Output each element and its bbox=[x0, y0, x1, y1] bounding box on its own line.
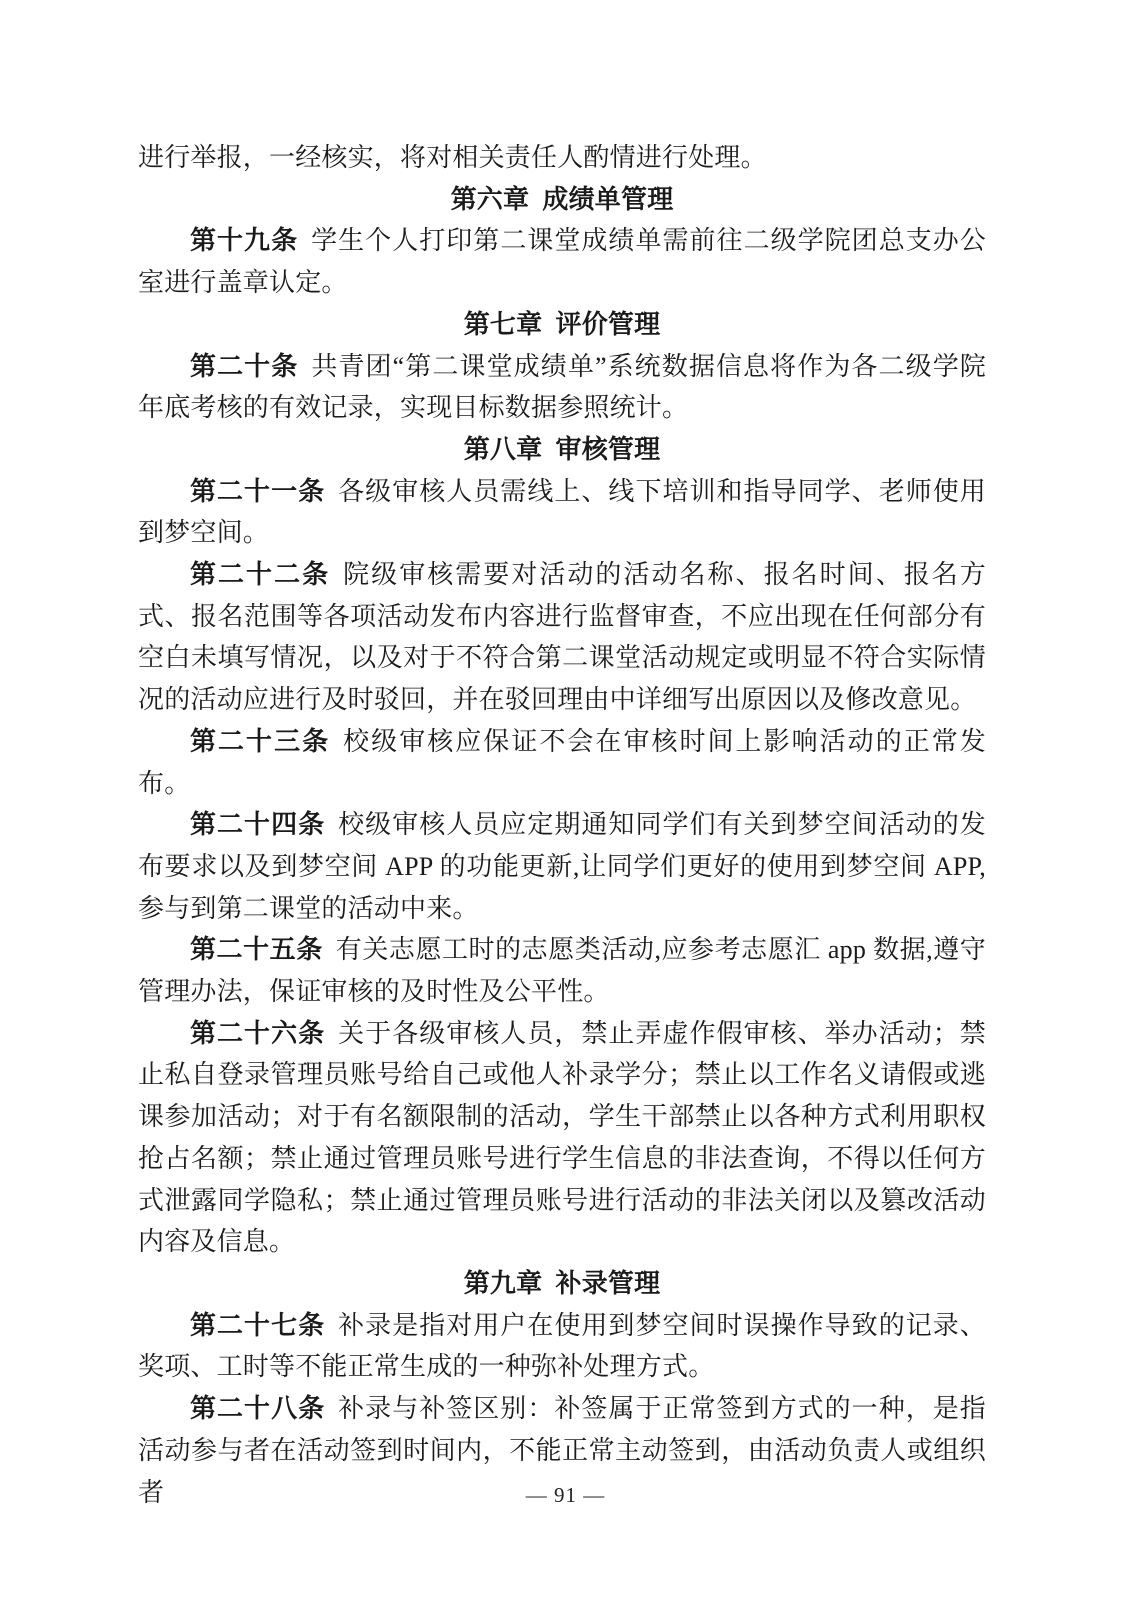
article-text: 补录是指对用户在使用到梦空间时误操作导致的记录、奖项、工时等不能正常生成的一种弥补处理方式。 bbox=[138, 1310, 986, 1382]
article-20 bbox=[138, 346, 986, 429]
article-text: 学生个人打印第二课堂成绩单需前往二级学院团总支办公室进行盖章认定。 bbox=[138, 226, 986, 298]
article-27 bbox=[138, 1305, 986, 1388]
article-text: 补录与补签区别：补签属于正常签到方式的一种，是指活动参与者在活动签到时间内，不能正常主动签到，由活动负责人或组织者 bbox=[138, 1394, 986, 1507]
article-19 bbox=[138, 220, 986, 303]
article-text: 各级审核人员需线上、线下培训和指导同学、老师使用到梦空间。 bbox=[138, 476, 986, 548]
chapter-heading-7: 第七章 评价管理 bbox=[463, 309, 661, 339]
article-26 bbox=[138, 1013, 986, 1263]
chapter-heading-9: 第九章 补录管理 bbox=[463, 1268, 661, 1298]
article-21 bbox=[138, 471, 986, 554]
paragraph-continuation: 进行举报，一经核实，将对相关责任人酌情进行处理。 bbox=[138, 143, 767, 172]
article-24 bbox=[138, 804, 986, 929]
page-number: — 91 — bbox=[525, 1483, 606, 1507]
article-number-label: 第二十七条 bbox=[190, 1310, 326, 1340]
article-text: 关于各级审核人员，禁止弄虚作假审核、举办活动；禁止私自登录管理员账号给自己或他人补录学分；禁止以工作名义请假或逃课参加活动；对于有名额限制的活动，学生干部禁止以各种方式利用职权抢占名额；禁止通过管理员账号进行学生信息的非法查询，不得以任何方式泄露同学隐私；禁止通过管理员账号进行活动的非法关闭以及篡改活动内容及信息。 bbox=[138, 1018, 986, 1257]
chapter-heading-6: 第六章 成绩单管理 bbox=[450, 184, 674, 214]
article-number-label: 第二十一条 bbox=[190, 476, 326, 506]
document-body bbox=[138, 137, 986, 1513]
article-23 bbox=[138, 721, 986, 804]
article-text: 校级审核人员应定期通知同学们有关到梦空间活动的发布要求以及到梦空间 APP 的功能更新,让同学们更好的使用到梦空间 APP,参与到第二课堂的活动中来。 bbox=[138, 810, 986, 923]
chapter-heading-8: 第八章 审核管理 bbox=[463, 434, 661, 464]
article-number-label: 第二十三条 bbox=[190, 726, 331, 756]
article-number-label: 第二十条 bbox=[190, 351, 299, 381]
article-number-label: 第二十四条 bbox=[190, 810, 326, 840]
article-25 bbox=[138, 929, 986, 1012]
article-number-label: 第十九条 bbox=[190, 226, 299, 256]
article-text: 有关志愿工时的志愿类活动,应参考志愿汇 app 数据,遵守管理办法，保证审核的及时性及公平性。 bbox=[138, 935, 986, 1007]
article-22 bbox=[138, 554, 986, 721]
article-number-label: 第二十五条 bbox=[190, 935, 323, 965]
article-text: 院级审核需要对活动的活动名称、报名时间、报名方式、报名范围等各项活动发布内容进行监督审查，不应出现在任何部分有空白未填写情况，以及对于不符合第二课堂活动规定或明显不符合实际情况的活动应进行及时驳回，并在驳回理由中详细写出原因以及修改意见。 bbox=[138, 560, 986, 715]
article-number-label: 第二十二条 bbox=[190, 560, 331, 590]
article-number-label: 第二十八条 bbox=[190, 1394, 326, 1424]
article-number-label: 第二十六条 bbox=[190, 1018, 326, 1048]
article-text: 共青团“第二课堂成绩单”系统数据信息将作为各二级学院年底考核的有效记录，实现目标数据参照统计。 bbox=[138, 351, 986, 423]
article-text: 校级审核应保证不会在审核时间上影响活动的正常发布。 bbox=[138, 726, 986, 798]
